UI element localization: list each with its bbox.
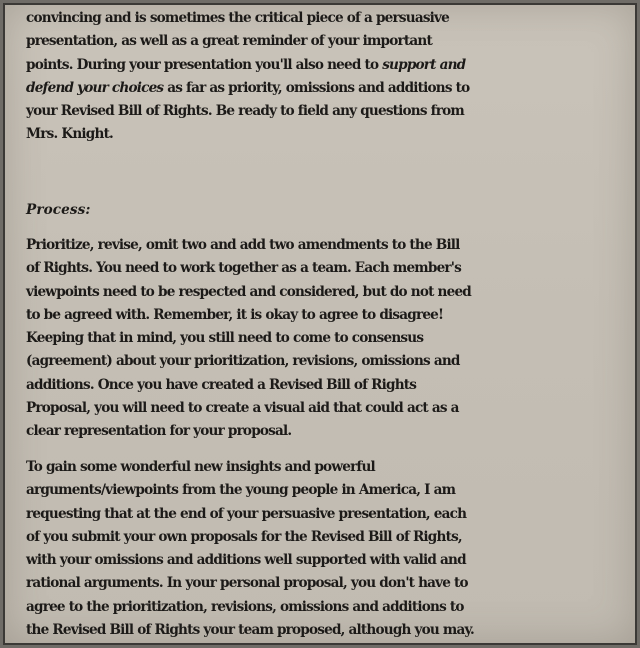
paragraph-personal-proposal	[26, 456, 626, 642]
text-run: points. During your presentation you'll also need to	[26, 56, 383, 73]
paragraph-process	[26, 234, 626, 444]
text-line: to be agreed with. Remember, it is okay to agree to disagree!	[26, 306, 444, 323]
text-line: of you submit your own proposals for the Revised Bill of Rights,	[26, 528, 462, 545]
text-line: Proposal, you will need to create a visual aid that could act as a	[26, 400, 459, 417]
text-line: convincing and is sometimes the critical piece of a persuasive	[26, 10, 449, 26]
process-heading: Process:	[26, 202, 91, 218]
document-page	[3, 3, 637, 645]
text-line: requesting that at the end of your persuasive presentation, each	[26, 505, 467, 522]
text-line: To gain some wonderful new insights and powerful	[26, 459, 375, 475]
text-line: clear representation for your proposal.	[26, 423, 292, 440]
text-line: agree to the prioritization, revisions, omissions and additions to	[26, 598, 464, 615]
text-line: the Revised Bill of Rights your team proposed, although you may.	[26, 622, 474, 639]
text-line: Prioritize, revise, omit two and add two amendments to the Bill	[26, 237, 460, 253]
emphasis-text: support and	[382, 56, 466, 73]
text-line	[26, 54, 626, 77]
text-line: presentation, as well as a great reminder of your important	[26, 33, 432, 50]
text-run: as far as priority, omissions and additions to	[163, 79, 470, 96]
text-line: arguments/viewpoints from the young people in America, I am	[26, 482, 456, 499]
text-line	[26, 77, 626, 100]
paragraph-presentation	[26, 7, 626, 147]
text-line: your Revised Bill of Rights. Be ready to field any questions from	[26, 103, 464, 120]
text-line: viewpoints need to be respected and considered, but do not need	[26, 283, 472, 300]
text-line: with your omissions and additions well supported with valid and	[26, 552, 466, 569]
text-line: Mrs. Knight.	[26, 126, 113, 143]
text-line: Keeping that in mind, you still need to come to consensus	[26, 330, 424, 347]
emphasis-text: defend your choices	[26, 79, 164, 96]
text-line: rational arguments. In your personal proposal, you don't have to	[26, 575, 468, 592]
text-line: (agreement) about your prioritization, revisions, omissions and	[26, 353, 460, 370]
text-line: additions. Once you have created a Revised Bill of Rights	[26, 376, 417, 393]
text-line: of Rights. You need to work together as a team. Each member's	[26, 260, 462, 277]
